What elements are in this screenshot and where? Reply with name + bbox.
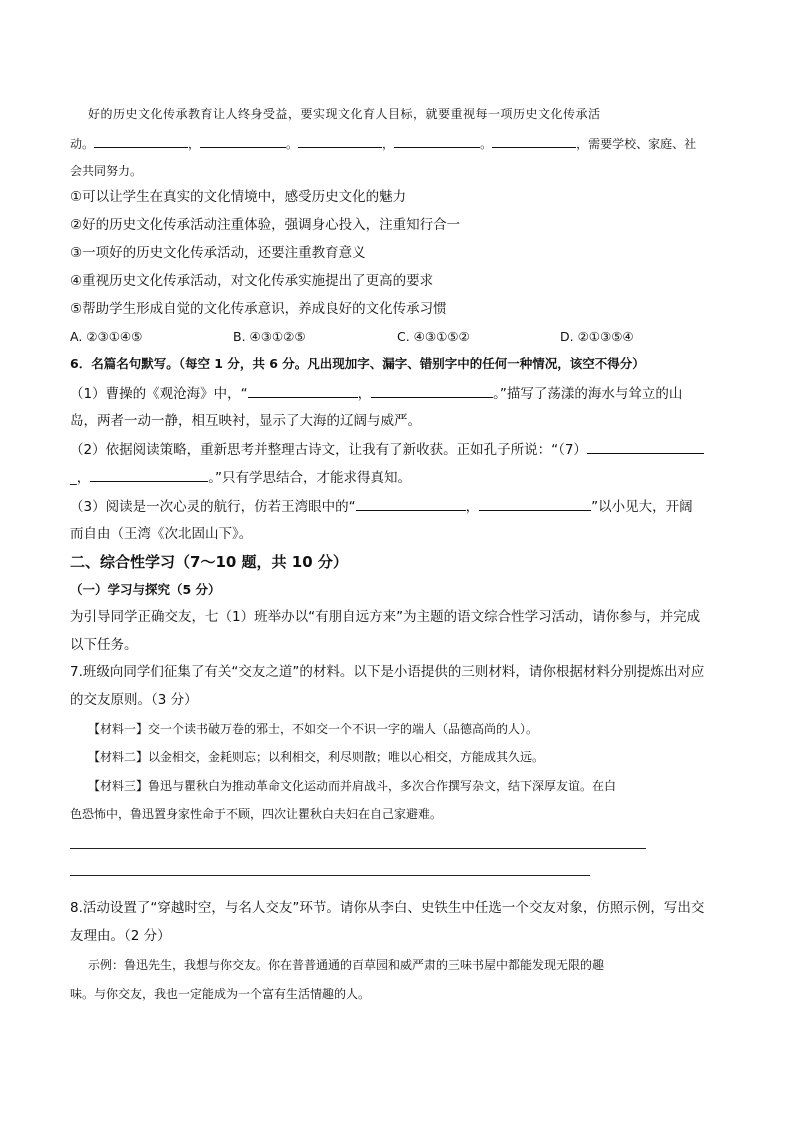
- q8-stem-1: 8.活动设置了“穿越时空，与名人交友”环节。请你从李白、史铁生中任选一个交友对象，仿照示例，写出交: [70, 900, 705, 916]
- q7-material-3-line-2: 色恐怖中，鲁迅置身家性命于不顾，四次让瞿秋白夫妇在自己家避难。: [70, 807, 443, 821]
- answer-blank[interactable]: [492, 134, 576, 148]
- q5-sentence-2: ②好的历史文化传承活动注重体验，强调身心投入，注重知行合一: [70, 217, 461, 233]
- q5-sentence-4: ④重视历史文化传承活动，对文化传承实施提出了更高的要求: [70, 273, 434, 289]
- q5-option-c[interactable]: C. ④③①⑤②: [397, 329, 470, 344]
- q5-stem-line-2: 动。 ， 。 ， 。 ，需要学校、家庭、社: [70, 134, 696, 153]
- section-2-title: 二、综合性学习（7～10 题，共 10 分）: [70, 553, 348, 571]
- answer-line[interactable]: [70, 875, 590, 876]
- answer-blank[interactable]: [90, 468, 208, 482]
- q8-example-1: 示例：鲁迅先生，我想与你交友。你在普普通通的百草园和威严肃的三味书屋中都能发现无限的趣: [88, 958, 605, 972]
- q7-material-3-line-1: 【材料三】鲁迅与瞿秋白为推动革命文化运动而并肩战斗，多次合作撰写杂文，结下深厚友谊。在白: [88, 779, 617, 793]
- section-2-intro-1: 为引导同学正确交友，七（1）班举办以“有朋自远方来”为主题的语文综合性学习活动，请你参与，并完成: [70, 609, 701, 625]
- section-2-intro-2: 以下任务。: [70, 637, 138, 653]
- answer-blank[interactable]: [479, 497, 591, 511]
- answer-blank[interactable]: [94, 134, 188, 148]
- answer-blank[interactable]: [371, 384, 493, 398]
- section-2-subtitle: （一）学习与探究（5 分）: [70, 582, 221, 597]
- answer-blank[interactable]: [200, 134, 286, 148]
- q5-sentence-5: ⑤帮助学生形成自觉的文化传承意识，养成良好的文化传承习惯: [70, 301, 447, 317]
- q5-option-d[interactable]: D. ②①③⑤④: [560, 329, 634, 344]
- q7-material-1: 【材料一】交一个读书破万卷的邪士，不如交一个不识一字的端人（品德高尚的人）。: [88, 722, 539, 736]
- q6-part-2: （2）依据阅读策略，重新思考并整理古诗文，让我有了新收获。正如孔子所说：“（7）: [70, 440, 704, 459]
- answer-blank[interactable]: [298, 134, 382, 148]
- q7-material-2: 【材料二】以金相交，金耗则忘；以利相交，利尽则散；唯以心相交，方能成其久远。: [88, 750, 545, 764]
- answer-blank[interactable]: [394, 134, 480, 148]
- q6-part-1: （1）曹操的《观沧海》中，“ ， 。”描写了荡漾的海水与耸立的山: [70, 386, 683, 402]
- q8-stem-2: 友理由。（2 分）: [70, 928, 171, 944]
- q7-stem-1: 7.班级向同学们征集了有关“交友之道”的材料。以下是小语提供的三则材料，请你根据材料分别提炼出对应: [70, 664, 705, 680]
- q6-title: 6．名篇名句默写。（每空 1 分，共 6 分。凡出现加字、漏字、错别字中的任何一种情况，该空不得分）: [70, 356, 645, 371]
- q6-part-2-cont: _， 。”只有学思结合，才能求得真知。: [70, 470, 411, 486]
- q5-stem-line-3: 会共同努力。: [70, 164, 143, 178]
- q5-sentence-3: ③一项好的历史文化传承活动，还要注重教育意义: [70, 245, 366, 261]
- answer-blank[interactable]: [587, 440, 704, 454]
- answer-line[interactable]: [70, 848, 646, 849]
- q6-part-3-cont: 而自由（王湾《次北固山下》。: [70, 526, 253, 542]
- q5-sentence-1: ①可以让学生在真实的文化情境中，感受历史文化的魅力: [70, 189, 407, 205]
- answer-blank[interactable]: [356, 497, 466, 511]
- q5-stem-line-1: 好的历史文化传承教育让人终身受益，要实现文化育人目标，就要重视每一项历史文化传承活: [88, 107, 601, 121]
- q7-stem-2: 的交友原则。（3 分）: [70, 692, 198, 708]
- q6-part-1-cont: 岛，两者一动一静，相互映衬，显示了大海的辽阔与威严。: [70, 413, 421, 429]
- answer-blank[interactable]: [248, 384, 358, 398]
- q6-part-3: （3）阅读是一次心灵的航行，仿若王湾眼中的“ ， ”以小见大，开阔: [70, 499, 693, 515]
- q5-option-a[interactable]: A. ②③①④⑤: [70, 329, 143, 344]
- q8-example-2: 味。与你交友，我也一定能成为一个富有生活情趣的人。: [70, 987, 371, 1001]
- q5-option-b[interactable]: B. ④③①②⑤: [233, 329, 306, 344]
